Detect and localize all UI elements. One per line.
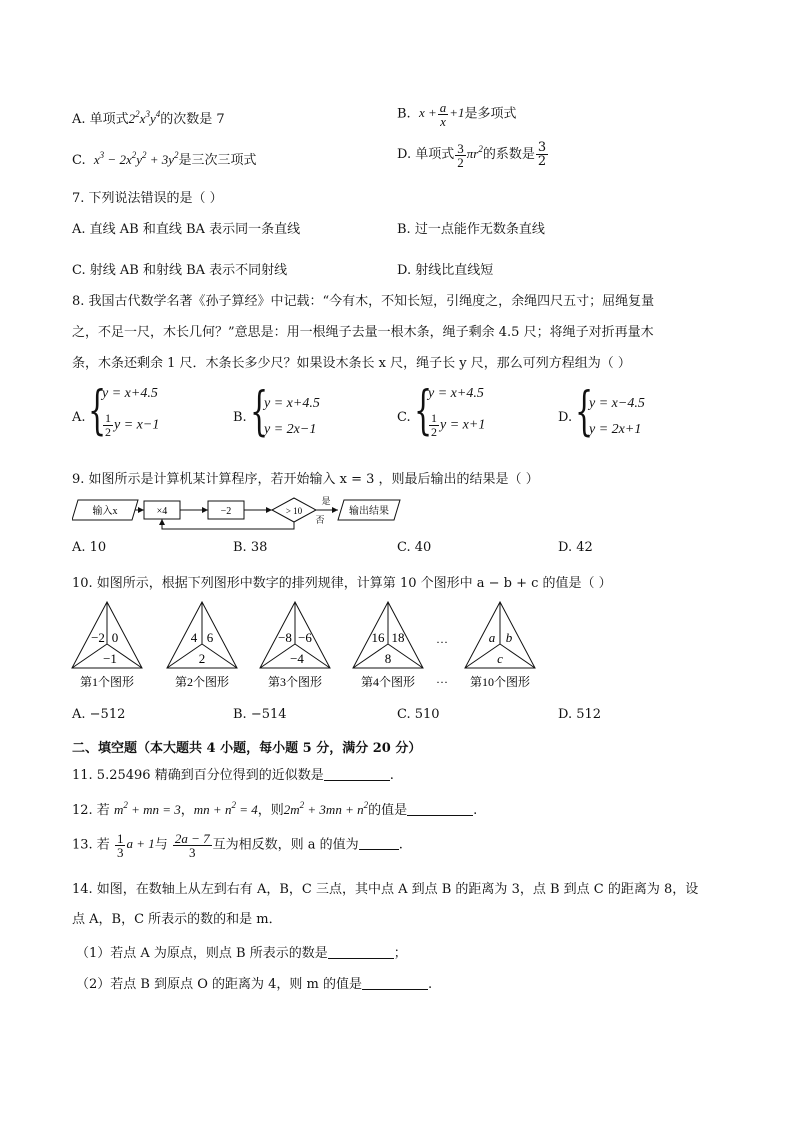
q10-fig10-label: 第10个图形 bbox=[469, 675, 531, 689]
q7-option-c: C. 射线 AB 和射线 BA 表示不同射线 bbox=[72, 263, 288, 278]
q10-fig1-label: 第1个图形 bbox=[79, 675, 135, 689]
q10-fig10-top-left: a bbox=[488, 630, 496, 645]
q10-fig10-bottom: c bbox=[497, 651, 503, 666]
q10-option-b: B. −514 bbox=[233, 707, 287, 722]
q8-option-a-label: A. bbox=[72, 410, 86, 425]
q8-line-2: 之，不足一尺，木长几何？”意思是：用一根绳子去量一根木条，绳子剩余 4.5 尺；将绳子对折再量木 bbox=[72, 325, 654, 340]
q10-fig3-top-left: −8 bbox=[278, 630, 292, 645]
q13: 13. 若 $\frac{1}{3}$ a + 1与 $\frac{2a - 7}{3}$ 互为相反数，则 a 的值为 . bbox=[72, 831, 403, 860]
q10-fig1-top-right: 0 bbox=[111, 630, 119, 645]
q8-option-d-brace: { bbox=[575, 382, 594, 442]
q13-answer-blank[interactable] bbox=[359, 837, 399, 850]
q8-option-a-brace: { bbox=[88, 381, 107, 441]
section-2-heading: 二、填空题（本大题共 4 小题，每小题 5 分，满分 20 分） bbox=[72, 741, 422, 756]
q8-option-b-brace: { bbox=[250, 382, 269, 442]
q9-yes-label: 是 bbox=[321, 496, 331, 506]
q8-b-eq2: y = 2x−1 bbox=[264, 422, 317, 437]
q8-option-c-label: C. bbox=[397, 410, 411, 425]
q10-stem: 10. 如图所示，根据下列图形中数字的排列规律，计算第 10 个图形中 a − b + c 的值是（ ） bbox=[72, 576, 612, 591]
q8-d-eq2: y = 2x+1 bbox=[589, 422, 642, 437]
q10-fig4-top-right: 18 bbox=[391, 630, 405, 645]
q10-dots-top: ··· bbox=[436, 635, 448, 649]
q7-option-d: D. 射线比直线短 bbox=[397, 263, 494, 278]
q14-line-1: 14. 如图，在数轴上从左到右有 A，B，C 三点，其中点 A 到点 B 的距离为 3，点 B 到点 C 的距离为 8，设 bbox=[72, 882, 699, 897]
q6-option-d: D. 单项式 $\frac{3}{2}$ $\pi r^2$的系数是 $\frac{3}{2}$ bbox=[397, 140, 547, 170]
q12-expr-2: mn + $n^2 = 4$ bbox=[193, 800, 258, 817]
q8-d-eq1: y = x−4.5 bbox=[589, 396, 645, 411]
q9-stem: 9. 如图所示是计算机某计算程序，若开始输入 x = 3 ，则最后输出的结果是（ ） bbox=[72, 472, 539, 487]
q10-figure-2 bbox=[167, 602, 237, 689]
q9-loop-line bbox=[162, 519, 294, 529]
q10-fig2-label: 第2个图形 bbox=[174, 675, 230, 689]
q9-flowchart bbox=[72, 494, 412, 534]
q6-option-a: A. 单项式$2^2x^3y^4$的次数是 7 bbox=[72, 109, 225, 127]
q12-expr-1: $m^2$ + mn = 3 bbox=[113, 800, 181, 817]
q9-no-label: 否 bbox=[315, 515, 325, 525]
q13-expr-2: $\frac{2a - 7}{3}$ bbox=[174, 831, 210, 860]
q10-fig3-top-right: −6 bbox=[298, 630, 312, 645]
q10-option-c: C. 510 bbox=[397, 707, 440, 722]
q10-fig2-top-right: 6 bbox=[206, 630, 214, 645]
q7-option-b: B. 过一点能作无数条直线 bbox=[397, 222, 545, 237]
q9-option-d: D. 42 bbox=[558, 540, 593, 555]
q10-fig4-bottom: 8 bbox=[384, 651, 392, 666]
q8-a-eq2: $\frac{1}{2}$ y = x−1 bbox=[105, 411, 160, 439]
q11: 11. 5.25496 精确到百分位得到的近似数是 . bbox=[72, 768, 394, 783]
q12: 12. 若 $m^2$ + mn = 3，mn + $n^2 = 4$，则$2m^2 + 3mn + n^2$的值是 . bbox=[72, 800, 478, 818]
q14-line-2: 点 A，B，C 所表示的数的和是 m． bbox=[72, 912, 282, 927]
q14-sub-2: （2）若点 B 到原点 O 的距离为 4，则 m 的值是 . bbox=[76, 977, 433, 992]
q9-subtract-label: −2 bbox=[220, 506, 232, 517]
q9-multiply-label: ×4 bbox=[156, 506, 168, 517]
q9-option-a: A. 10 bbox=[72, 540, 107, 555]
q10-option-d: D. 512 bbox=[558, 707, 602, 722]
q8-line-3: 条，木条还剩余 1 尺．木条长多少尺？如果设木条长 x 尺，绳子长 y 尺，那么可列方程组为（ ） bbox=[72, 356, 631, 371]
q6-c-expr: $x^3 - 2x^2y^2 + 3y^2$ bbox=[93, 150, 179, 167]
q12-expr-3: $2m^2 + 3mn + n^2$ bbox=[283, 800, 369, 817]
q10-fig1-top-left: −2 bbox=[91, 630, 105, 645]
q12-answer-blank[interactable] bbox=[407, 803, 473, 816]
q6-b-expr: x + $\frac{a}{x}$ +1 bbox=[418, 100, 465, 129]
q14-1-answer-blank[interactable] bbox=[328, 946, 394, 959]
q10-pattern-figures bbox=[70, 600, 550, 692]
q14-2-answer-blank[interactable] bbox=[362, 977, 428, 990]
q14-sub-1: （1）若点 A 为原点，则点 B 所表示的数是 ； bbox=[76, 946, 407, 961]
q8-b-eq1: y = x+4.5 bbox=[264, 396, 320, 411]
q9-option-c: C. 40 bbox=[397, 540, 432, 555]
q6-a-expr: $2^2x^3y^4$ bbox=[128, 109, 161, 126]
q10-figure-1 bbox=[72, 602, 142, 689]
q10-fig4-top-left: 16 bbox=[371, 630, 385, 645]
q8-option-d-label: D. bbox=[558, 410, 573, 425]
q8-c-eq2: $\frac{1}{2}$ y = x+1 bbox=[431, 411, 486, 439]
q10-figure-10 bbox=[465, 602, 535, 689]
q10-fig4-label: 第4个图形 bbox=[360, 675, 416, 689]
q10-option-a: A. −512 bbox=[72, 707, 126, 722]
q13-expr-1: $\frac{1}{3}$ a + 1 bbox=[116, 831, 155, 860]
q6-d-expr: $\frac{3}{2}$ $\pi r^2$ bbox=[457, 140, 483, 170]
q9-input-label: 输入x bbox=[92, 506, 118, 517]
q9-condition-label: > 10 bbox=[285, 506, 303, 516]
q7-stem: 7. 下列说法错误的是（ ） bbox=[72, 191, 223, 206]
q11-answer-blank[interactable] bbox=[324, 768, 390, 781]
q8-line-1: 8. 我国古代数学名著《孙子算经》中记载：“今有木，不知长短，引绳度之，余绳四尺五寸；屈绳复量 bbox=[72, 294, 655, 309]
q9-option-b: B. 38 bbox=[233, 540, 268, 555]
q10-dots-bottom: ··· bbox=[436, 675, 448, 689]
q8-a-eq1: y = x+4.5 bbox=[102, 386, 158, 401]
q8-option-b-label: B. bbox=[233, 410, 247, 425]
q10-fig2-top-left: 4 bbox=[190, 630, 198, 645]
q10-fig1-bottom: −1 bbox=[103, 651, 117, 666]
q10-fig10-top-right: b bbox=[505, 630, 513, 645]
q10-fig2-bottom: 2 bbox=[198, 651, 206, 666]
q10-figure-4 bbox=[353, 602, 423, 689]
q6-d-coef: $\frac{3}{2}$ bbox=[537, 140, 547, 169]
q10-fig3-bottom: −4 bbox=[290, 651, 304, 666]
q8-c-eq1: y = x+4.5 bbox=[428, 386, 484, 401]
q10-figure-3 bbox=[260, 602, 330, 689]
q7-option-a: A. 直线 AB 和直线 BA 表示同一条直线 bbox=[72, 222, 301, 237]
q8-option-c-brace: { bbox=[414, 381, 433, 441]
q6-option-b: B. x + $\frac{a}{x}$ +1是多项式 bbox=[397, 100, 517, 129]
q6-option-c: C. $x^3 - 2x^2y^2 + 3y^2$是三次三项式 bbox=[72, 150, 257, 168]
q9-output-label: 输出结果 bbox=[349, 506, 389, 517]
q10-fig3-label: 第3个图形 bbox=[267, 675, 323, 689]
